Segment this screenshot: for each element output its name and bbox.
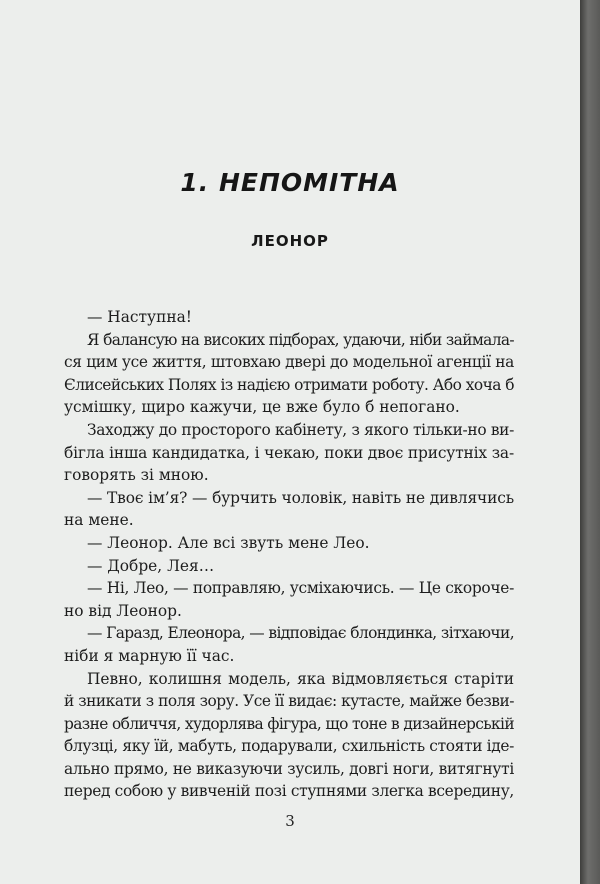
- page-number: 3: [285, 812, 295, 830]
- text-line: Заходжу до просторого кабінету, з якого тільки-но ви-: [87, 420, 514, 439]
- text-line: на мене.: [64, 511, 134, 530]
- text-line: говорять зі мною.: [64, 466, 209, 485]
- text-line: ніби я марную її час.: [64, 646, 235, 665]
- text-line: — Твоє ім’я? — бурчить чоловік, навіть не дивлячись: [87, 488, 514, 507]
- text-line: — Леонор. Але всі звуть мене Лео.: [87, 533, 370, 552]
- text-line: Певно, колишня модель, яка відмовляється старіти: [87, 669, 514, 688]
- text-line: усмішку, щиро кажучи, це вже було б непогано.: [64, 398, 460, 417]
- text-line: блузці, яку їй, мабуть, подарували, схильність стояти іде-: [64, 737, 514, 756]
- text-line: ально прямо, не виказуючи зусиль, довгі ноги, витягнуті: [64, 759, 514, 778]
- page-edge: [580, 0, 600, 884]
- body-text: [64, 306, 514, 803]
- text-line: Єлисейських Полях із надією отримати роботу. Або хоча б: [64, 375, 514, 394]
- chapter-title: 1. НЕПОМІТНА: [180, 168, 400, 197]
- text-line: разне обличчя, худорлява фігура, що тоне в дизайнерській: [64, 714, 514, 733]
- text-line: й зникати з поля зору. Усе її видає: кутасте, майже безви-: [64, 692, 514, 711]
- text-line: Я балансую на високих підборах, удаючи, ніби займала-: [87, 330, 514, 349]
- text-line: ся цим усе життя, штовхаю двері до модельної агенції на: [64, 353, 514, 372]
- text-line: — Наступна!: [87, 308, 192, 326]
- text-line: — Ні, Лео, — поправляю, усміхаючись. — Це скороче-: [87, 579, 514, 598]
- text-line: перед собою у вивченій позі ступнями злегка всередину,: [64, 782, 514, 801]
- text-line: — Добре, Лея…: [87, 556, 215, 575]
- text-line: но від Леонор.: [64, 601, 182, 620]
- chapter-subtitle: ЛЕОНОР: [251, 232, 329, 250]
- text-line: бігла інша кандидатка, і чекаю, поки двоє присутніх за-: [64, 443, 514, 462]
- text-line: — Гаразд, Елеонора, — відповідає блондинка, зітхаючи,: [87, 624, 514, 643]
